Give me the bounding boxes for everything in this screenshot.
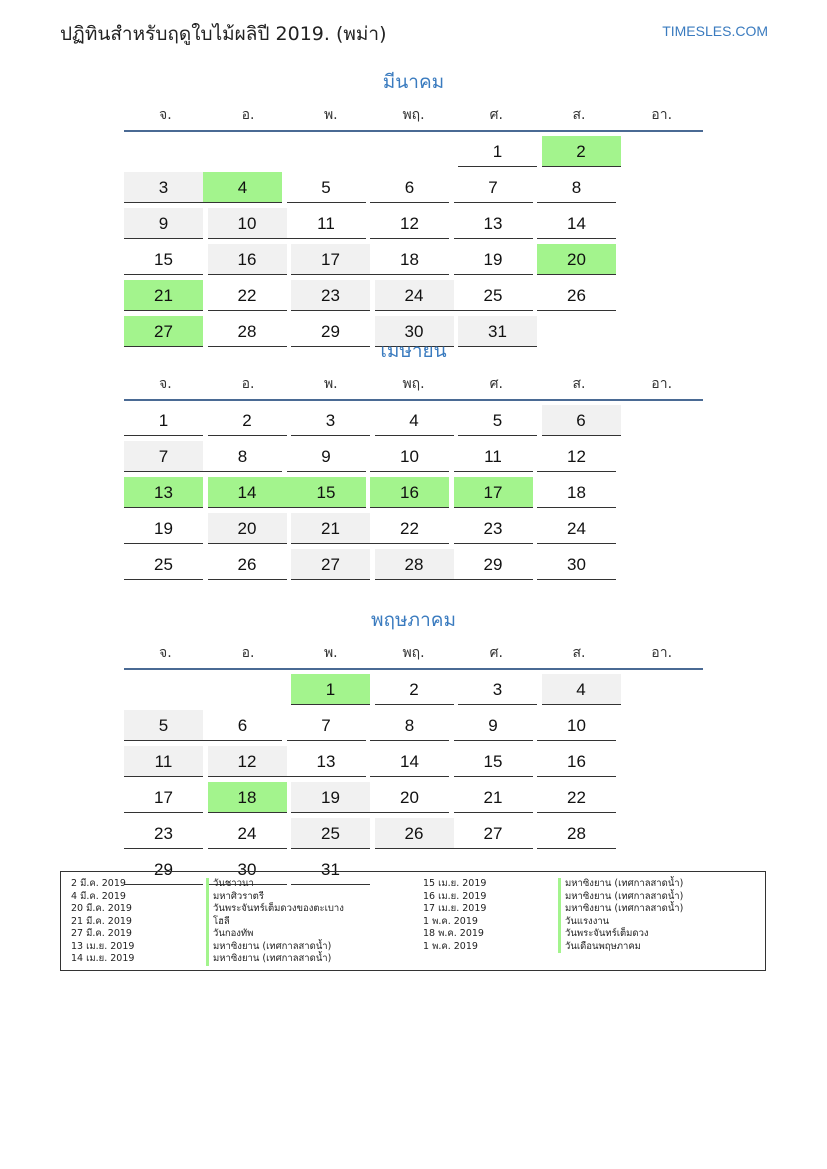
empty-cell [124,674,203,705]
weekday-label: จ. [159,107,172,123]
day-cell: 17 [291,244,370,275]
day-cell: 3 [291,405,370,436]
empty-cell [208,136,287,167]
day-cell: 4 [375,405,454,436]
header-rule [124,668,703,670]
day-cell: 18 [370,244,449,275]
day-cell: 25 [124,549,203,580]
day-cell: 2 [208,405,287,436]
weekday-label: พฤ. [402,645,425,661]
day-cell: 25 [454,280,533,311]
day-cell: 5 [124,710,203,741]
empty-cell [375,136,454,167]
day-cell: 28 [375,549,454,580]
legend-holiday-name: มหาซิงยาน (เทศกาลสาดน้ำ) [558,891,683,904]
day-cell: 22 [370,513,449,544]
day-cell: 10 [537,710,616,741]
legend-holiday-name: วันเดือนพฤษภาคม [558,941,641,954]
legend-holiday-name: วันกองทัพ [206,928,253,941]
day-cell: 22 [208,280,287,311]
day-cell: 21 [291,513,370,544]
day-cell: 21 [454,782,533,813]
empty-cell [208,674,287,705]
day-cell: 28 [208,316,287,347]
legend-date: 4 มี.ค. 2019 [71,890,126,902]
day-cell: 9 [124,208,203,239]
day-cell: 29 [124,854,203,885]
day-cell: 1 [458,136,537,167]
legend-holiday-name: วันพระจันทร์เต็มดวงของตะเบาง [206,903,344,916]
day-cell: 19 [124,513,203,544]
weekday-label: ศ. [489,645,503,661]
day-cell: 11 [454,441,533,472]
day-cell-holiday: 17 [454,477,533,508]
day-cell: 24 [375,280,454,311]
day-cell: 22 [537,782,616,813]
weekday-label: อา. [651,107,673,123]
day-grid [124,405,703,585]
day-cell: 2 [375,674,454,705]
day-cell-holiday: 16 [370,477,449,508]
legend-date: 2 มี.ค. 2019 [71,878,126,889]
day-cell: 28 [537,818,616,849]
day-cell: 14 [370,746,449,777]
legend-date: 1 พ.ค. 2019 [423,940,478,952]
legend-date: 14 เม.ย. 2019 [71,953,135,964]
site-link[interactable]: TIMESLES.COM [662,23,768,39]
day-cell: 15 [454,746,533,777]
weekday-label: พ. [323,645,338,661]
day-cell: 5 [287,172,366,203]
day-cell: 8 [537,172,616,203]
legend-date: 27 มี.ค. 2019 [71,928,132,939]
day-cell-holiday: 1 [291,674,370,705]
day-cell-holiday: 2 [542,136,621,167]
weekday-label: พฤ. [402,376,425,392]
day-cell: 27 [291,549,370,580]
day-cell-holiday: 18 [208,782,287,813]
legend-holiday-name: มหาซิงยาน (เทศกาลสาดน้ำ) [206,953,331,966]
weekday-label: พ. [323,107,338,123]
legend-date: 17 เม.ย. 2019 [423,903,487,914]
legend-date: 1 พ.ค. 2019 [423,915,478,927]
day-cell: 30 [375,316,454,347]
day-cell: 16 [537,746,616,777]
day-cell: 26 [537,280,616,311]
day-cell: 12 [370,208,449,239]
day-cell-holiday: 15 [287,477,366,508]
day-cell: 12 [537,441,616,472]
day-cell: 20 [208,513,287,544]
day-cell: 25 [291,818,370,849]
day-cell: 30 [537,549,616,580]
day-cell-holiday: 21 [124,280,203,311]
legend-holiday-name: วันแรงงาน [558,916,609,929]
month-title: พฤษภาคม [371,609,456,631]
legend-holiday-name: มหาซิงยาน (เทศกาลสาดน้ำ) [558,903,683,916]
day-cell-holiday: 13 [124,477,203,508]
empty-cell [291,136,370,167]
day-cell: 6 [542,405,621,436]
day-cell: 26 [375,818,454,849]
month-april [124,337,703,585]
day-cell: 13 [454,208,533,239]
month-title: มีนาคม [382,71,445,93]
day-cell: 11 [287,208,366,239]
day-cell: 5 [458,405,537,436]
day-cell: 27 [454,818,533,849]
weekday-label: อา. [651,645,673,661]
weekday-label: อ. [241,645,255,661]
weekday-header [124,371,703,397]
empty-cell [124,136,203,167]
weekday-label: พ. [323,376,338,392]
weekday-header [124,640,703,666]
weekday-label: ส. [572,376,586,392]
day-cell: 9 [454,710,533,741]
legend-holiday-name: วันชาวนา [206,878,254,891]
holiday-legend [60,871,766,971]
day-cell: 7 [124,441,203,472]
day-cell: 13 [287,746,366,777]
day-grid [124,674,703,890]
legend-date: 20 มี.ค. 2019 [71,903,132,914]
day-cell: 8 [370,710,449,741]
weekday-label: ศ. [489,107,503,123]
day-cell: 14 [537,208,616,239]
day-cell: 3 [124,172,203,203]
day-cell-holiday: 4 [203,172,282,203]
weekday-label: พฤ. [402,107,425,123]
day-cell: 15 [124,244,203,275]
day-cell: 23 [124,818,203,849]
day-cell: 24 [537,513,616,544]
day-cell: 19 [291,782,370,813]
day-cell: 29 [291,316,370,347]
day-cell: 26 [208,549,287,580]
day-cell: 23 [291,280,370,311]
day-cell: 17 [124,782,203,813]
legend-holiday-name: โฮลี [206,916,230,929]
legend-date: 18 พ.ค. 2019 [423,928,484,939]
day-cell-holiday: 14 [208,477,287,508]
weekday-label: ศ. [489,376,503,392]
day-cell: 10 [370,441,449,472]
day-cell: 16 [208,244,287,275]
legend-holiday-name: มหาซิงยาน (เทศกาลสาดน้ำ) [206,941,331,954]
day-cell: 4 [542,674,621,705]
month-march [124,68,703,352]
legend-date: 21 มี.ค. 2019 [71,915,132,927]
day-cell: 24 [208,818,287,849]
page-title: ปฏิทินสำหรับฤดูใบไม้ผลิปี 2019. (พม่า) [60,23,387,45]
day-cell: 19 [454,244,533,275]
day-cell: 7 [287,710,366,741]
legend-holiday-name: มหาศิวราตรี [206,891,264,904]
day-cell: 29 [454,549,533,580]
day-cell: 12 [208,746,287,777]
day-cell: 8 [203,441,282,472]
legend-holiday-name: วันพระจันทร์เต็มดวง [558,928,649,941]
weekday-label: จ. [159,376,172,392]
day-cell: 6 [370,172,449,203]
day-cell: 23 [454,513,533,544]
legend-date: 15 เม.ย. 2019 [423,878,487,889]
day-cell: 31 [291,854,370,885]
day-cell: 1 [124,405,203,436]
day-cell: 3 [458,674,537,705]
header-rule [124,130,703,132]
weekday-header [124,102,703,128]
weekday-label: อา. [651,376,673,392]
legend-holiday-name: มหาซิงยาน (เทศกาลสาดน้ำ) [558,878,683,891]
day-cell-holiday: 27 [124,316,203,347]
day-cell: 11 [124,746,203,777]
day-cell: 30 [208,854,287,885]
day-cell: 10 [208,208,287,239]
weekday-label: อ. [241,107,255,123]
day-cell: 6 [203,710,282,741]
day-cell: 9 [287,441,366,472]
header-rule [124,399,703,401]
day-cell: 18 [537,477,616,508]
month-may [124,606,703,890]
day-cell: 31 [458,316,537,347]
weekday-label: อ. [241,376,255,392]
day-cell: 20 [370,782,449,813]
legend-date: 16 เม.ย. 2019 [423,890,487,902]
day-cell: 7 [454,172,533,203]
weekday-label: จ. [159,645,172,661]
day-grid [124,136,703,352]
weekday-label: ส. [572,107,586,123]
month-title: เมษายน [380,340,447,362]
day-cell-holiday: 20 [537,244,616,275]
legend-date: 13 เม.ย. 2019 [71,940,135,952]
weekday-label: ส. [572,645,586,661]
